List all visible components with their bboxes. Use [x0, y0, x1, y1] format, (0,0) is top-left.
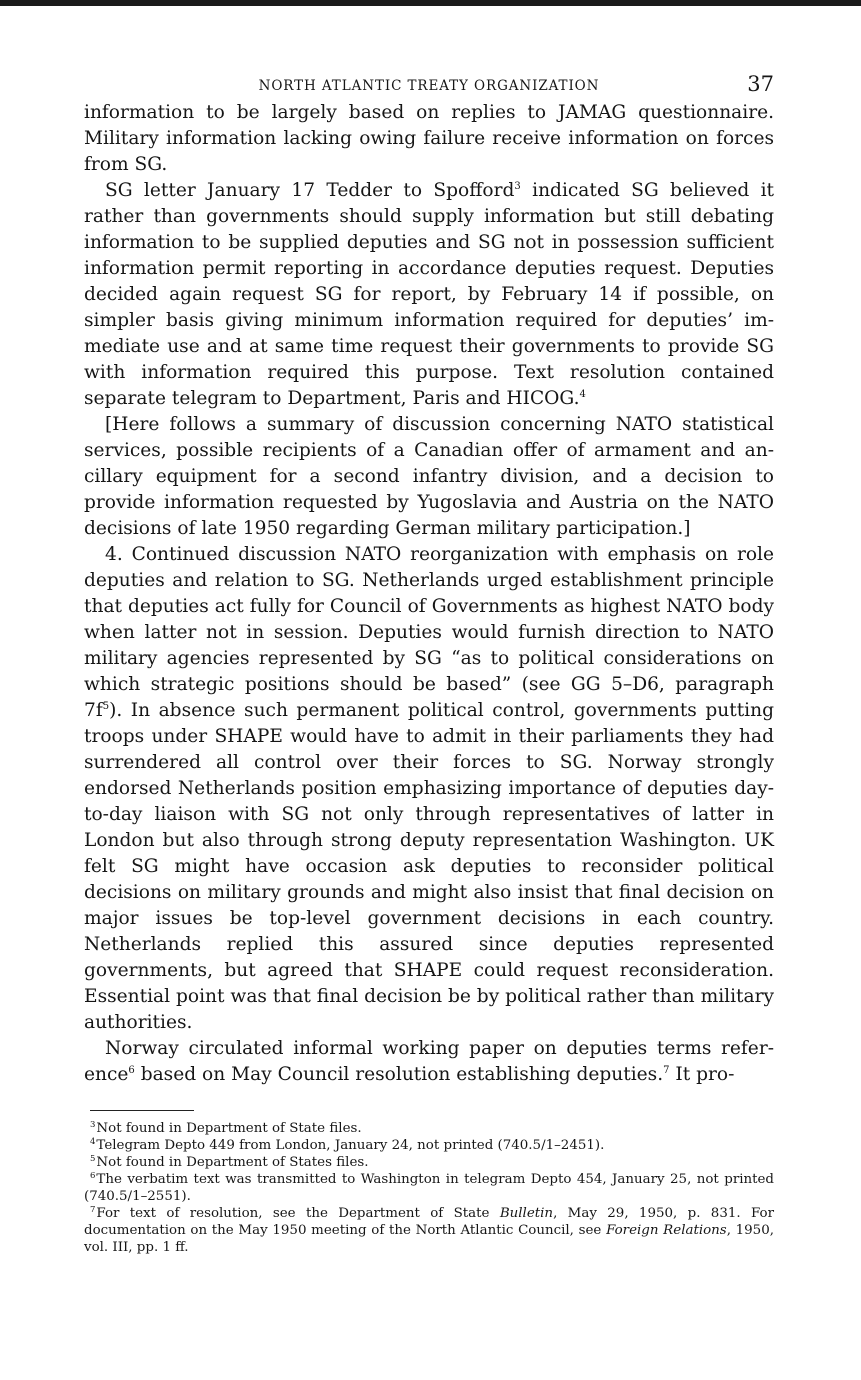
- footnote-italic-foreign-relations: Foreign Relations: [606, 1223, 727, 1238]
- footnote-ref-4: 4: [579, 389, 586, 400]
- footnote-ref-6: 6: [128, 1065, 135, 1076]
- footnote-number: 7: [90, 1205, 96, 1215]
- paragraph-2: [84, 178, 774, 412]
- footnote-number: 3: [90, 1120, 96, 1130]
- document-page: [84, 60, 774, 1256]
- footnote-text: Not found in Department of States files.: [96, 1155, 369, 1170]
- footnote-number: 4: [90, 1137, 96, 1147]
- paragraph-4: [84, 542, 774, 1036]
- paragraph-5-text-b: based on May Council resolution establishing deputies.: [134, 1064, 664, 1085]
- paragraph-1: [84, 100, 774, 178]
- paragraph-1-text: information to be largely based on replies to JAMAG questionnaire. Military information lacking owing failure receive information on forces from SG.: [84, 102, 774, 175]
- footnotes: [84, 1120, 774, 1256]
- running-title: NORTH ATLANTIC TREATY ORGANIZATION: [258, 78, 600, 94]
- paragraph-3-editorial-note: [84, 412, 774, 542]
- paragraph-2-text-b: indicated SG believed it rather than governments should supply information but still debating information to be supplied deputies and SG not in possession sufficient information permit reporting in accordance deputies request. Deputies decided again request SG for report, by February 14 if possible, on simpler basis giving minimum information required for deputies’ immediate use and at same time request their governments to provide SG with information required this purpose. Text resolution contained separate telegram to Department, Paris and HICOG.: [84, 180, 775, 409]
- footnote-ref-7: 7: [663, 1065, 670, 1076]
- footnote-text: Not found in Department of State files.: [96, 1121, 362, 1136]
- footnote-4: [84, 1137, 774, 1154]
- footnote-text-c: , 1950, vol. III, pp. 1 ff.: [84, 1223, 774, 1255]
- body-text: [84, 100, 774, 1088]
- paragraph-3-text: [Here follows a summary of discussion concerning NATO statistical services, possible recipients of a Canadian offer of armament and ancillary equipment for a second infantry division, and a decision to provide information requested by Yugoslavia and Austria on the NATO decisions of late 1950 regarding German military participation.]: [84, 414, 774, 539]
- footnote-5: [84, 1154, 774, 1171]
- paragraph-5: [84, 1036, 774, 1088]
- footnote-italic-bulletin: Bulletin: [499, 1206, 554, 1221]
- footnote-7: [84, 1205, 774, 1256]
- running-head: [84, 60, 774, 100]
- page-number: 37: [747, 72, 774, 96]
- footnote-text: Telegram Depto 449 from London, January 24, not printed (740.5/1–2451).: [96, 1138, 605, 1153]
- paragraph-2-text-a: SG letter January 17 Tedder to Spofford: [105, 180, 515, 201]
- footnote-separator: [90, 1110, 194, 1111]
- footnote-6: [84, 1171, 774, 1205]
- paragraph-4-text-a: 4. Continued discussion NATO reorganization with emphasis on role deputies and relation to SG. Netherlands urged establishment principle that deputies act fully for Council of Governments as highest NATO body when latter not in session. Deputies would furnish direction to NATO military agencies represented by SG “as to political considerations on which strategic positions should be based” (see GG 5–D6, paragraph 7f: [84, 544, 774, 721]
- paragraph-4-text-b: ). In absence such permanent political control, governments putting troops under SHAPE would have to admit in their parliaments they had surrendered all control over their forces to SG. Norway strongly endorsed Netherlands position emphasizing importance of deputies day-to-day liaison with SG not only through representatives of latter in London but also through strong deputy representation Washington. UK felt SG might have occasion ask deputies to reconsider political decisions on military grounds and might also insist that final decision on major issues be top-level government decisions in each country. Netherlands replied this assured since deputies represented governments, but agreed that SHAPE could request reconsideration. Essential point was that final decision be by political rather than military authorities.: [84, 700, 774, 1033]
- footnote-text-b: , May 29, 1950, p. 831. For documentation on the May 1950 meeting of the North Atlantic Council, see: [84, 1206, 774, 1238]
- footnote-number: 6: [90, 1171, 96, 1181]
- paragraph-5-text-a: Norway circulated informal working paper on deputies terms reference: [84, 1038, 774, 1085]
- paragraph-5-text-c: It pro-: [669, 1064, 735, 1085]
- footnote-text: The verbatim text was transmitted to Washington in telegram Depto 454, January 25, not printed (740.5/1–2551).: [84, 1172, 774, 1204]
- footnote-number: 5: [90, 1154, 96, 1164]
- footnote-3: [84, 1120, 774, 1137]
- top-border-rule: [0, 0, 861, 6]
- footnote-ref-5: 5: [102, 701, 110, 712]
- footnote-text-a: For text of resolution, see the Department of State: [96, 1206, 500, 1221]
- footnote-ref-3: 3: [514, 181, 521, 192]
